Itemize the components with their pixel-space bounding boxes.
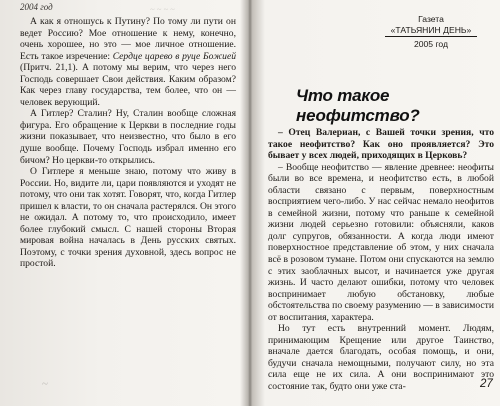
bleed-through-page-number: ~ bbox=[42, 378, 48, 390]
paragraph: – Вообще неофитство — явление древнее: неофиты были во все времена, и неофитство есть, в любой области связано с первым, поверхностным восприятием чего-либо. У нас сейчас немало неофитов в семейной жизни, потому что раньше к семейной жизни людей серьезно готовили: объясняли, каков долг супругов, обязанности. А когда люди имеют поверхностное представление об этом, у них сначала всё в розовом тумане. Потом они спускаются на землю с этих заоблачных высот, и начинается уже другая жизнь. И часто делают ошибки, потому что человек воспринимает любую обстановку, любые обстоятельства по своему разумению — в зависимости от воспитания, характера. bbox=[268, 161, 494, 323]
page-number: 27 bbox=[480, 378, 493, 390]
source-divider bbox=[385, 36, 477, 37]
right-text-column bbox=[268, 127, 494, 393]
left-page bbox=[0, 0, 246, 406]
scripture-quote: Сердце царево в руце Божией bbox=[112, 50, 236, 62]
article-source bbox=[376, 14, 486, 50]
interview-question: – Отец Валериан, с Вашей точки зрения, что такое неофитство? Как оно проявляется? Это бывает у всех людей, приходящих в Церковь? bbox=[268, 127, 494, 162]
bleed-through-text: ~ ~ ~ ~ bbox=[150, 4, 175, 14]
paragraph: О Гитлере я меньше знаю, потому что живу в России. Но, видите ли, цари появляются и уходят не потому, что они так хотят. Говорят, что, когда Гитлер пришел к власти, то он сначала растерялся. Он этого не ожидал. А потому то, что происходило, имеет более глубокий смысл. С нашей стороны Вторая мировая война началась в День русских святых. Поэтому, с точки зрения духовной, здесь вопрос не простой. bbox=[20, 166, 236, 270]
source-title: «ТАТЬЯНИН ДЕНЬ» bbox=[390, 24, 472, 35]
paragraph: А как я отношусь к Путину? По тому ли пути он ведет Россию? Мое отношение к нему, конечно, очень хорошее, но это — мое личное отношение. Есть такое изречение: Сердце царево в руце Божией (Притч. 21,1). А потому мы верим, что через него Господь совершает Свои действия. Каким образом? Как через главу государства, тем более, что он — человек верующий. bbox=[20, 16, 236, 108]
right-page bbox=[252, 0, 500, 406]
source-year: 2005 год bbox=[413, 39, 449, 50]
running-head: 2004 год bbox=[20, 2, 53, 12]
paragraph: А Гитлер? Сталин? Ну, Сталин вообще сложная фигура. Его обращение к Церкви в последние годы жизни показывает, что неизвестно, что было в его душе вообще. Почему Господь избрал именно его бичом? Но церкви-то открылись. bbox=[20, 108, 236, 166]
source-name: Газета bbox=[418, 14, 444, 24]
article-title: Что такое неофитство? bbox=[296, 86, 420, 125]
left-text-column bbox=[20, 16, 236, 270]
paragraph: Но тут есть внутренний момент. Людям, принимающим Крещение или другое Таинство, вначале дается благодать, особая помощь, и они, будучи сначала немощными, получают силу, но эта сила еще не их сила. А они воспринимают это состояние так, будто они уже ста- bbox=[268, 323, 494, 393]
